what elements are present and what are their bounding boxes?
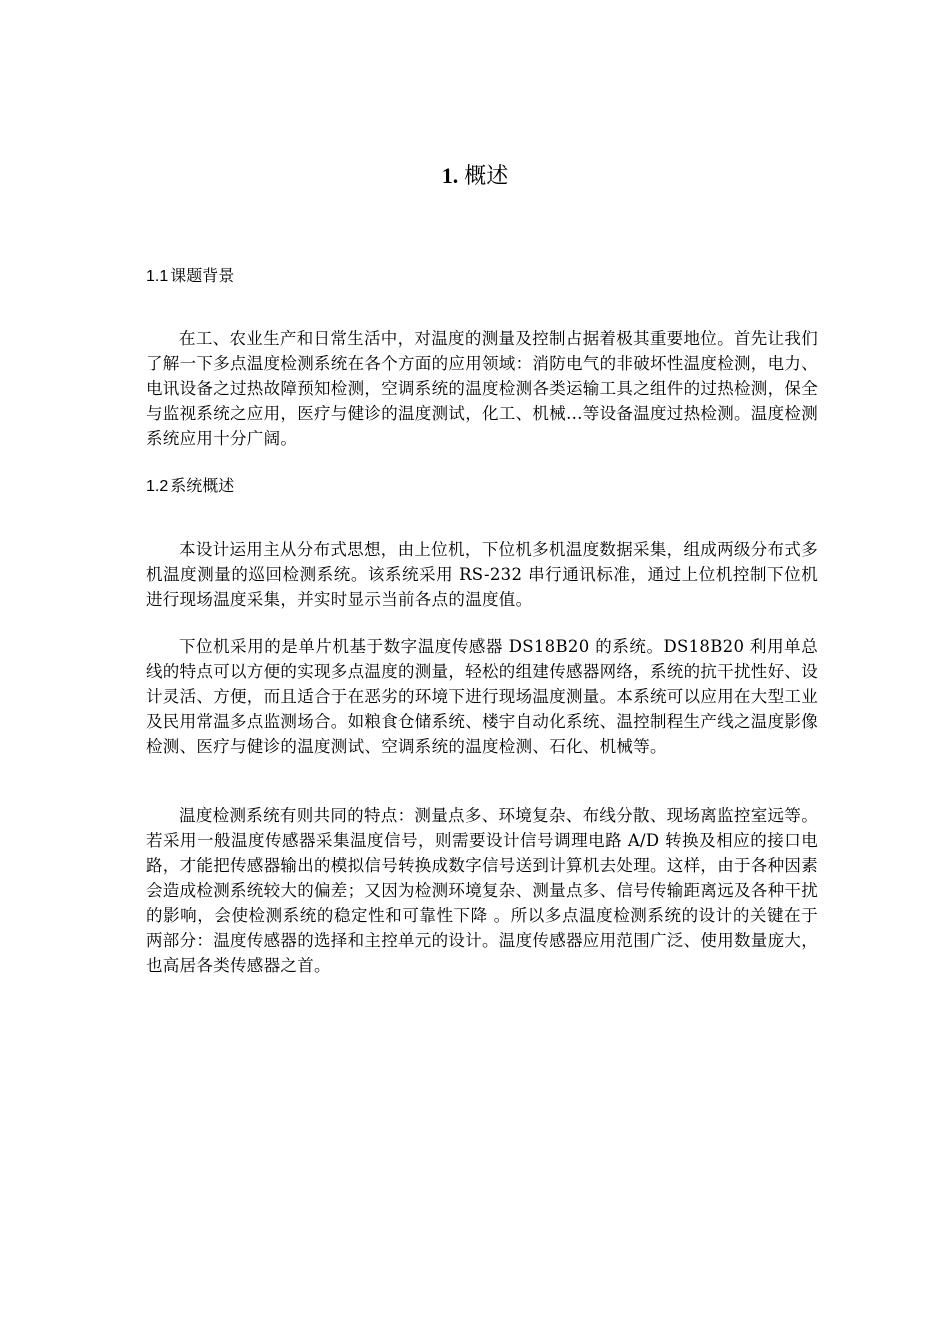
- section-title: 系统概述: [170, 476, 235, 495]
- paragraph-background: 在工、农业生产和日常生活中，对温度的测量及控制占据着极其重要地位。首先让我们了解一下多点温度检测系统在各个方面的应用领域：消防电气的非破坏性温度检测，电力、电讯设备之过热故障预知检测，空调系统的温度检测各类运输工具之组件的过热检测，保全与监视系统之应用，医疗与健诊的温度测试，化工、机械…等设备温度过热检测。温度检测系统应用十分广阔。: [146, 329, 818, 448]
- paragraph-detection-features: 温度检测系统有则共同的特点：测量点多、环境复杂、布线分散、现场离监控室远等。若采用一般温度传感器采集温度信号，则需要设计信号调理电路 A/D 转换及相应的接口电路，才能把传感器输出的模拟信号转换成数字信号送到计算机去处理。这样，由于各种因素会造成检测系统较大的偏差；又因为检测环境复杂、测量点多、信号传输距离远及各种干扰的影响，会使检测系统的稳定性和可靠性下降 。所以多点温度检测系统的设计的关键在于两部分：温度传感器的选择和主控单元的设计。温度传感器应用范围广泛、使用数量庞大，也高居各类传感器之首。: [146, 806, 818, 975]
- section-heading-background: [146, 264, 234, 289]
- chapter-title: [0, 160, 950, 193]
- chapter-number: 1.: [441, 163, 459, 188]
- section-number: 1.1: [146, 268, 169, 285]
- section-heading-system-overview: [146, 474, 234, 499]
- section-title: 课题背景: [170, 266, 235, 285]
- paragraph-lower-machine: 下位机采用的是单片机基于数字温度传感器 DS18B20 的系统。DS18B20 利用单总线的特点可以方便的实现多点温度的测量，轻松的组建传感器网络，系统的抗干扰性好、设计灵活、方便，而且适合于在恶劣的环境下进行现场温度测量。本系统可以应用在大型工业及民用常温多点监测场合。如粮食仓储系统、楼宇自动化系统、温控制程生产线之温度影像检测、医疗与健诊的温度测试、空调系统的温度检测、石化、机械等。: [146, 637, 818, 756]
- paragraph-system-design: 本设计运用主从分布式思想，由上位机，下位机多机温度数据采集，组成两级分布式多机温度测量的巡回检测系统。该系统采用 RS-232 串行通讯标准，通过上位机控制下位机进行现场温度采集，并实时显示当前各点的温度值。: [146, 540, 818, 609]
- chapter-title-text: 概述: [464, 164, 509, 189]
- section-number: 1.2: [146, 478, 169, 495]
